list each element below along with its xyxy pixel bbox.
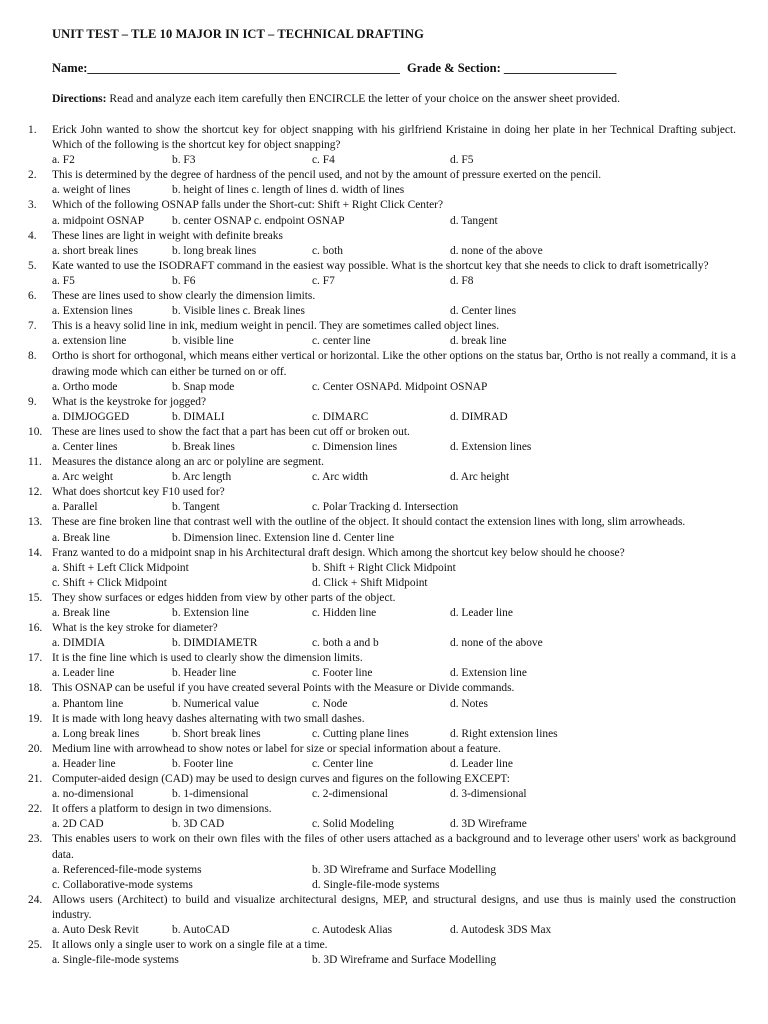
- question-number: 9.: [28, 395, 37, 408]
- directions-text: Read and analyze each item carefully then ENCIRCLE the letter of your choice on the answer sheet provided.: [106, 92, 621, 105]
- question-item: [0, 485, 768, 515]
- answer-choice: c. Polar Tracking d. Intersection: [312, 501, 459, 514]
- question-item: [0, 425, 768, 455]
- answer-choice: b. Arc length: [172, 471, 232, 484]
- answer-choice: d. Autodesk 3DS Max: [450, 923, 552, 936]
- answer-choice: a. Ortho mode: [52, 380, 118, 393]
- choice-row: [52, 440, 768, 455]
- answer-choice: b. Tangent: [172, 501, 220, 514]
- answer-choice: d. Center lines: [450, 305, 517, 318]
- answer-choice: d. break line: [450, 335, 507, 348]
- question-number: 7.: [28, 320, 37, 333]
- question-text: Computer-aided design (CAD) may be used to design curves and figures on the following EXCEPT:: [52, 773, 510, 786]
- question-text: Kate wanted to use the ISODRAFT command in the easiest way possible. What is the shortcut key that she needs to click to draft isometrically?: [52, 259, 709, 272]
- choice-row: [52, 153, 768, 168]
- answer-choice: d. none of the above: [450, 244, 543, 257]
- question-number: 12.: [28, 486, 43, 499]
- question-item: [0, 938, 768, 968]
- answer-choice: a. Shift + Left Click Midpoint: [52, 561, 189, 574]
- answer-choice: b. F3: [172, 154, 196, 167]
- question-number: 22.: [28, 803, 43, 816]
- answer-choice: b. Footer line: [172, 757, 234, 770]
- question-text: What is the keystroke for jogged?: [52, 395, 207, 408]
- name-blank: __________________________________________________: [87, 61, 400, 75]
- answer-choice: a. Arc weight: [52, 471, 114, 484]
- answer-choice: c. Node: [312, 697, 348, 710]
- question-text: These lines are light in weight with definite breaks: [52, 229, 283, 242]
- question-text: It is the fine line which is used to clearly show the dimension limits.: [52, 652, 363, 665]
- answer-choice: a. short break lines: [52, 244, 139, 257]
- question-text: This is determined by the degree of hardness of the pencil used, and not by the amount of pressure exerted on the pencil.: [52, 169, 602, 182]
- answer-choice: c. DIMARC: [312, 410, 369, 423]
- answer-choice: b. long break lines: [172, 244, 257, 257]
- answer-choice: b. Dimension linec. Extension line d. Center line: [172, 531, 395, 544]
- grade-section-blank: __________________: [503, 61, 617, 75]
- answer-choice: b. Header line: [172, 667, 237, 680]
- answer-choice: c. Autodesk Alias: [312, 923, 393, 936]
- question-item: [0, 455, 768, 485]
- answer-choice: c. Arc width: [312, 471, 368, 484]
- answer-choice: c. Cutting plane lines: [312, 727, 409, 740]
- answer-choice: d. Click + Shift Midpoint: [312, 576, 428, 589]
- question-text: It offers a platform to design in two dimensions.: [52, 803, 272, 816]
- question-number: 25.: [28, 939, 43, 952]
- choice-row: [52, 606, 768, 621]
- answer-choice: a. Referenced-file-mode systems: [52, 863, 202, 876]
- choice-row: [52, 304, 768, 319]
- question-number: 21.: [28, 773, 43, 786]
- answer-choice: b. Extension line: [172, 607, 249, 619]
- question-item: [0, 621, 768, 651]
- question-number: 16.: [28, 622, 43, 635]
- answer-choice: b. Short break lines: [172, 727, 261, 740]
- answer-choice: d. Notes: [450, 697, 488, 710]
- answer-choice: c. F7: [312, 274, 335, 287]
- answer-choice: c. both: [312, 244, 344, 257]
- question-item: [0, 259, 768, 289]
- question-item: [0, 515, 768, 545]
- answer-choice: a. Break line: [52, 531, 110, 544]
- answer-choice: a. midpoint OSNAP: [52, 214, 145, 227]
- question-item: [0, 681, 768, 711]
- choice-row: [52, 470, 768, 485]
- question-number: 18.: [28, 682, 43, 695]
- grade-section-label: Grade & Section:: [407, 61, 501, 75]
- answer-choice: b. visible line: [172, 335, 234, 348]
- choice-row: [52, 531, 768, 546]
- question-number: 5.: [28, 259, 37, 272]
- choice-row: [52, 410, 768, 425]
- question-item: [0, 319, 768, 349]
- question-number: 24.: [28, 893, 43, 906]
- answer-choice: a. extension line: [52, 335, 127, 348]
- question-item: [0, 123, 768, 168]
- answer-choice: a. F5: [52, 274, 75, 287]
- choice-row: [52, 666, 768, 681]
- question-text: Allows users (Architect) to build and visualize architectural designs, MEP, and structural designs, and use thus is mainly used the construction industry.: [52, 893, 736, 921]
- answer-choice: a. 2D CAD: [52, 818, 104, 831]
- answer-choice: b. Numerical value: [172, 697, 259, 710]
- question-text: It allows only a single user to work on a single file at a time.: [52, 939, 328, 952]
- question-text: These are lines used to show clearly the dimension limits.: [52, 290, 316, 303]
- question-item: [0, 349, 768, 394]
- answer-choice: c. both a and b: [312, 637, 379, 650]
- question-number: 1.: [28, 124, 37, 136]
- question-text: Measures the distance along an arc or polyline are segment.: [52, 456, 325, 469]
- question-item: [0, 651, 768, 681]
- choice-row: [52, 863, 768, 878]
- question-text: These are fine broken line that contrast well with the outline of the object. It should contact the extension lines with long, slim arrowheads.: [52, 516, 686, 529]
- answer-choice: a. Center lines: [52, 440, 118, 453]
- question-number: 15.: [28, 591, 43, 604]
- choice-row: [52, 757, 768, 772]
- question-text: What is the key stroke for diameter?: [52, 622, 218, 635]
- answer-choice: a. Parallel: [52, 501, 98, 514]
- question-number: 14.: [28, 546, 43, 559]
- question-item: [0, 832, 768, 892]
- answer-choice: d. 3-dimensional: [450, 788, 527, 801]
- question-number: 20.: [28, 742, 43, 755]
- question-number: 11.: [28, 456, 42, 469]
- answer-choice: d. Leader line: [450, 757, 513, 770]
- question-item: [0, 198, 768, 228]
- answer-choice: b. AutoCAD: [172, 923, 230, 936]
- answer-choice: b. 3D Wireframe and Surface Modelling: [312, 954, 497, 967]
- question-text: This OSNAP can be useful if you have created several Points with the Measure or Divide commands.: [52, 682, 515, 695]
- answer-choice: c. Footer line: [312, 667, 373, 680]
- answer-choice: b. DIMDIAMETR: [172, 637, 258, 650]
- answer-choice: a. no-dimensional: [52, 788, 134, 801]
- question-number: 23.: [28, 833, 43, 846]
- answer-choice: b. 3D CAD: [172, 818, 225, 831]
- choice-row: [52, 380, 768, 395]
- question-item: [0, 289, 768, 319]
- answer-choice: b. center OSNAP c. endpoint OSNAP: [172, 214, 345, 227]
- answer-choice: a. Long break lines: [52, 727, 140, 740]
- answer-choice: d. DIMRAD: [450, 410, 508, 423]
- question-number: 3.: [28, 199, 37, 212]
- choice-row: [52, 244, 768, 259]
- choice-row: [52, 500, 768, 515]
- question-item: [0, 395, 768, 425]
- choice-row: [52, 334, 768, 349]
- question-text: What does shortcut key F10 used for?: [52, 486, 225, 499]
- answer-choice: c. Dimension lines: [312, 440, 398, 453]
- answer-choice: d. Single-file-mode systems: [312, 878, 440, 891]
- question-text: Which of the following OSNAP falls under the Short-cut: Shift + Right Click Center?: [52, 199, 444, 212]
- answer-choice: d. Right extension lines: [450, 727, 558, 740]
- answer-choice: b. 1-dimensional: [172, 788, 249, 801]
- choice-row: [52, 953, 768, 968]
- answer-choice: d. Tangent: [450, 214, 498, 227]
- question-number: 17.: [28, 652, 43, 665]
- choice-row: [52, 787, 768, 802]
- name-grade-line: [52, 61, 616, 76]
- question-number: 13.: [28, 516, 43, 529]
- answer-choice: d. Leader line: [450, 607, 513, 619]
- answer-choice: b. Shift + Right Click Midpoint: [312, 561, 456, 574]
- question-item: [0, 712, 768, 742]
- answer-choice: b. height of lines c. length of lines d. width of lines: [172, 184, 405, 197]
- choice-row: [52, 576, 768, 591]
- question-item: [0, 168, 768, 198]
- answer-choice: a. weight of lines: [52, 184, 131, 197]
- question-text: It is made with long heavy dashes alternating with two small dashes.: [52, 712, 365, 725]
- answer-choice: a. Single-file-mode systems: [52, 954, 179, 967]
- question-item: [0, 772, 768, 802]
- answer-choice: a. Leader line: [52, 667, 115, 680]
- name-label: Name:: [52, 61, 88, 75]
- answer-choice: a. Auto Desk Revit: [52, 923, 139, 936]
- choice-row: [52, 727, 768, 742]
- answer-choice: d. Extension lines: [450, 440, 532, 453]
- answer-choice: b. Break lines: [172, 440, 235, 453]
- question-text: This is a heavy solid line in ink, medium weight in pencil. They are sometimes called object lines.: [52, 320, 500, 333]
- directions-label: Directions:: [52, 92, 107, 105]
- choice-row: [52, 923, 768, 938]
- answer-choice: d. F5: [450, 154, 474, 167]
- choice-row: [52, 561, 768, 576]
- question-text: This enables users to work on their own files with the files of other users attached as a background and to leverage other users' work as background data.: [52, 833, 736, 861]
- answer-choice: b. F6: [172, 274, 196, 287]
- choice-row: [52, 817, 768, 832]
- answer-choice: b. DIMALI: [172, 410, 225, 423]
- question-text: They show surfaces or edges hidden from view by other parts of the object.: [52, 591, 396, 604]
- answer-choice: c. Center OSNAPd. Midpoint OSNAP: [312, 380, 488, 393]
- answer-choice: a. F2: [52, 154, 75, 167]
- question-text: Ortho is short for orthogonal, which means either vertical or horizontal. Like the other options on the status bar, Ortho is not really a command, it is a drawing mode which can either be turned on or off.: [52, 350, 736, 378]
- answer-choice: d. F8: [450, 274, 474, 287]
- answer-choice: b. Visible lines c. Break lines: [172, 305, 305, 318]
- answer-choice: d. Arc height: [450, 471, 510, 484]
- answer-choice: c. F4: [312, 154, 335, 167]
- question-text: These are lines used to show the fact that a part has been cut off or broken out.: [52, 425, 410, 438]
- choice-row: [52, 878, 768, 893]
- answer-choice: a. Phantom line: [52, 697, 124, 710]
- choice-row: [52, 636, 768, 651]
- answer-choice: c. Collaborative-mode systems: [52, 878, 193, 891]
- question-item: [0, 591, 768, 621]
- document-title: UNIT TEST – TLE 10 MAJOR IN ICT – TECHNICAL DRAFTING: [52, 27, 424, 41]
- answer-choice: c. center line: [312, 335, 371, 348]
- question-item: [0, 229, 768, 259]
- question-list: [0, 123, 768, 968]
- question-number: 10.: [28, 425, 43, 438]
- answer-choice: a. Header line: [52, 757, 116, 770]
- question-text: Franz wanted to do a midpoint snap in his Architectural draft design. Which among the shortcut key below should he choose?: [52, 546, 625, 559]
- question-number: 8.: [28, 350, 37, 363]
- question-number: 4.: [28, 229, 37, 242]
- choice-row: [52, 697, 768, 712]
- directions: [52, 92, 620, 105]
- question-number: 19.: [28, 712, 43, 725]
- question-number: 2.: [28, 169, 37, 182]
- answer-choice: c. 2-dimensional: [312, 788, 388, 801]
- question-item: [0, 742, 768, 772]
- answer-choice: a. Break line: [52, 607, 110, 619]
- question-item: [0, 546, 768, 591]
- answer-choice: c. Hidden line: [312, 607, 377, 619]
- question-text: Erick John wanted to show the shortcut key for object snapping with his girlfriend Kristaine in doing her plate in her Technical Drafting subject. Which of the following is the shortcut key for object snapping?: [52, 124, 736, 152]
- answer-choice: a. DIMJOGGED: [52, 410, 130, 423]
- choice-row: [52, 274, 768, 289]
- question-number: 6.: [28, 290, 37, 303]
- question-item: [0, 802, 768, 832]
- answer-choice: b. 3D Wireframe and Surface Modelling: [312, 863, 497, 876]
- choice-row: [52, 214, 768, 229]
- answer-choice: d. 3D Wireframe: [450, 818, 527, 831]
- answer-choice: a. Extension lines: [52, 305, 133, 318]
- answer-choice: c. Shift + Click Midpoint: [52, 576, 167, 589]
- answer-choice: c. Center line: [312, 757, 374, 770]
- answer-choice: b. Snap mode: [172, 380, 235, 393]
- answer-choice: d. none of the above: [450, 637, 543, 650]
- answer-choice: c. Solid Modeling: [312, 818, 394, 831]
- choice-row: [52, 183, 768, 198]
- answer-choice: d. Extension line: [450, 667, 527, 680]
- question-item: [0, 893, 768, 938]
- question-text: Medium line with arrowhead to show notes or label for size or special information about a feature.: [52, 742, 501, 755]
- answer-choice: a. DIMDIA: [52, 637, 106, 650]
